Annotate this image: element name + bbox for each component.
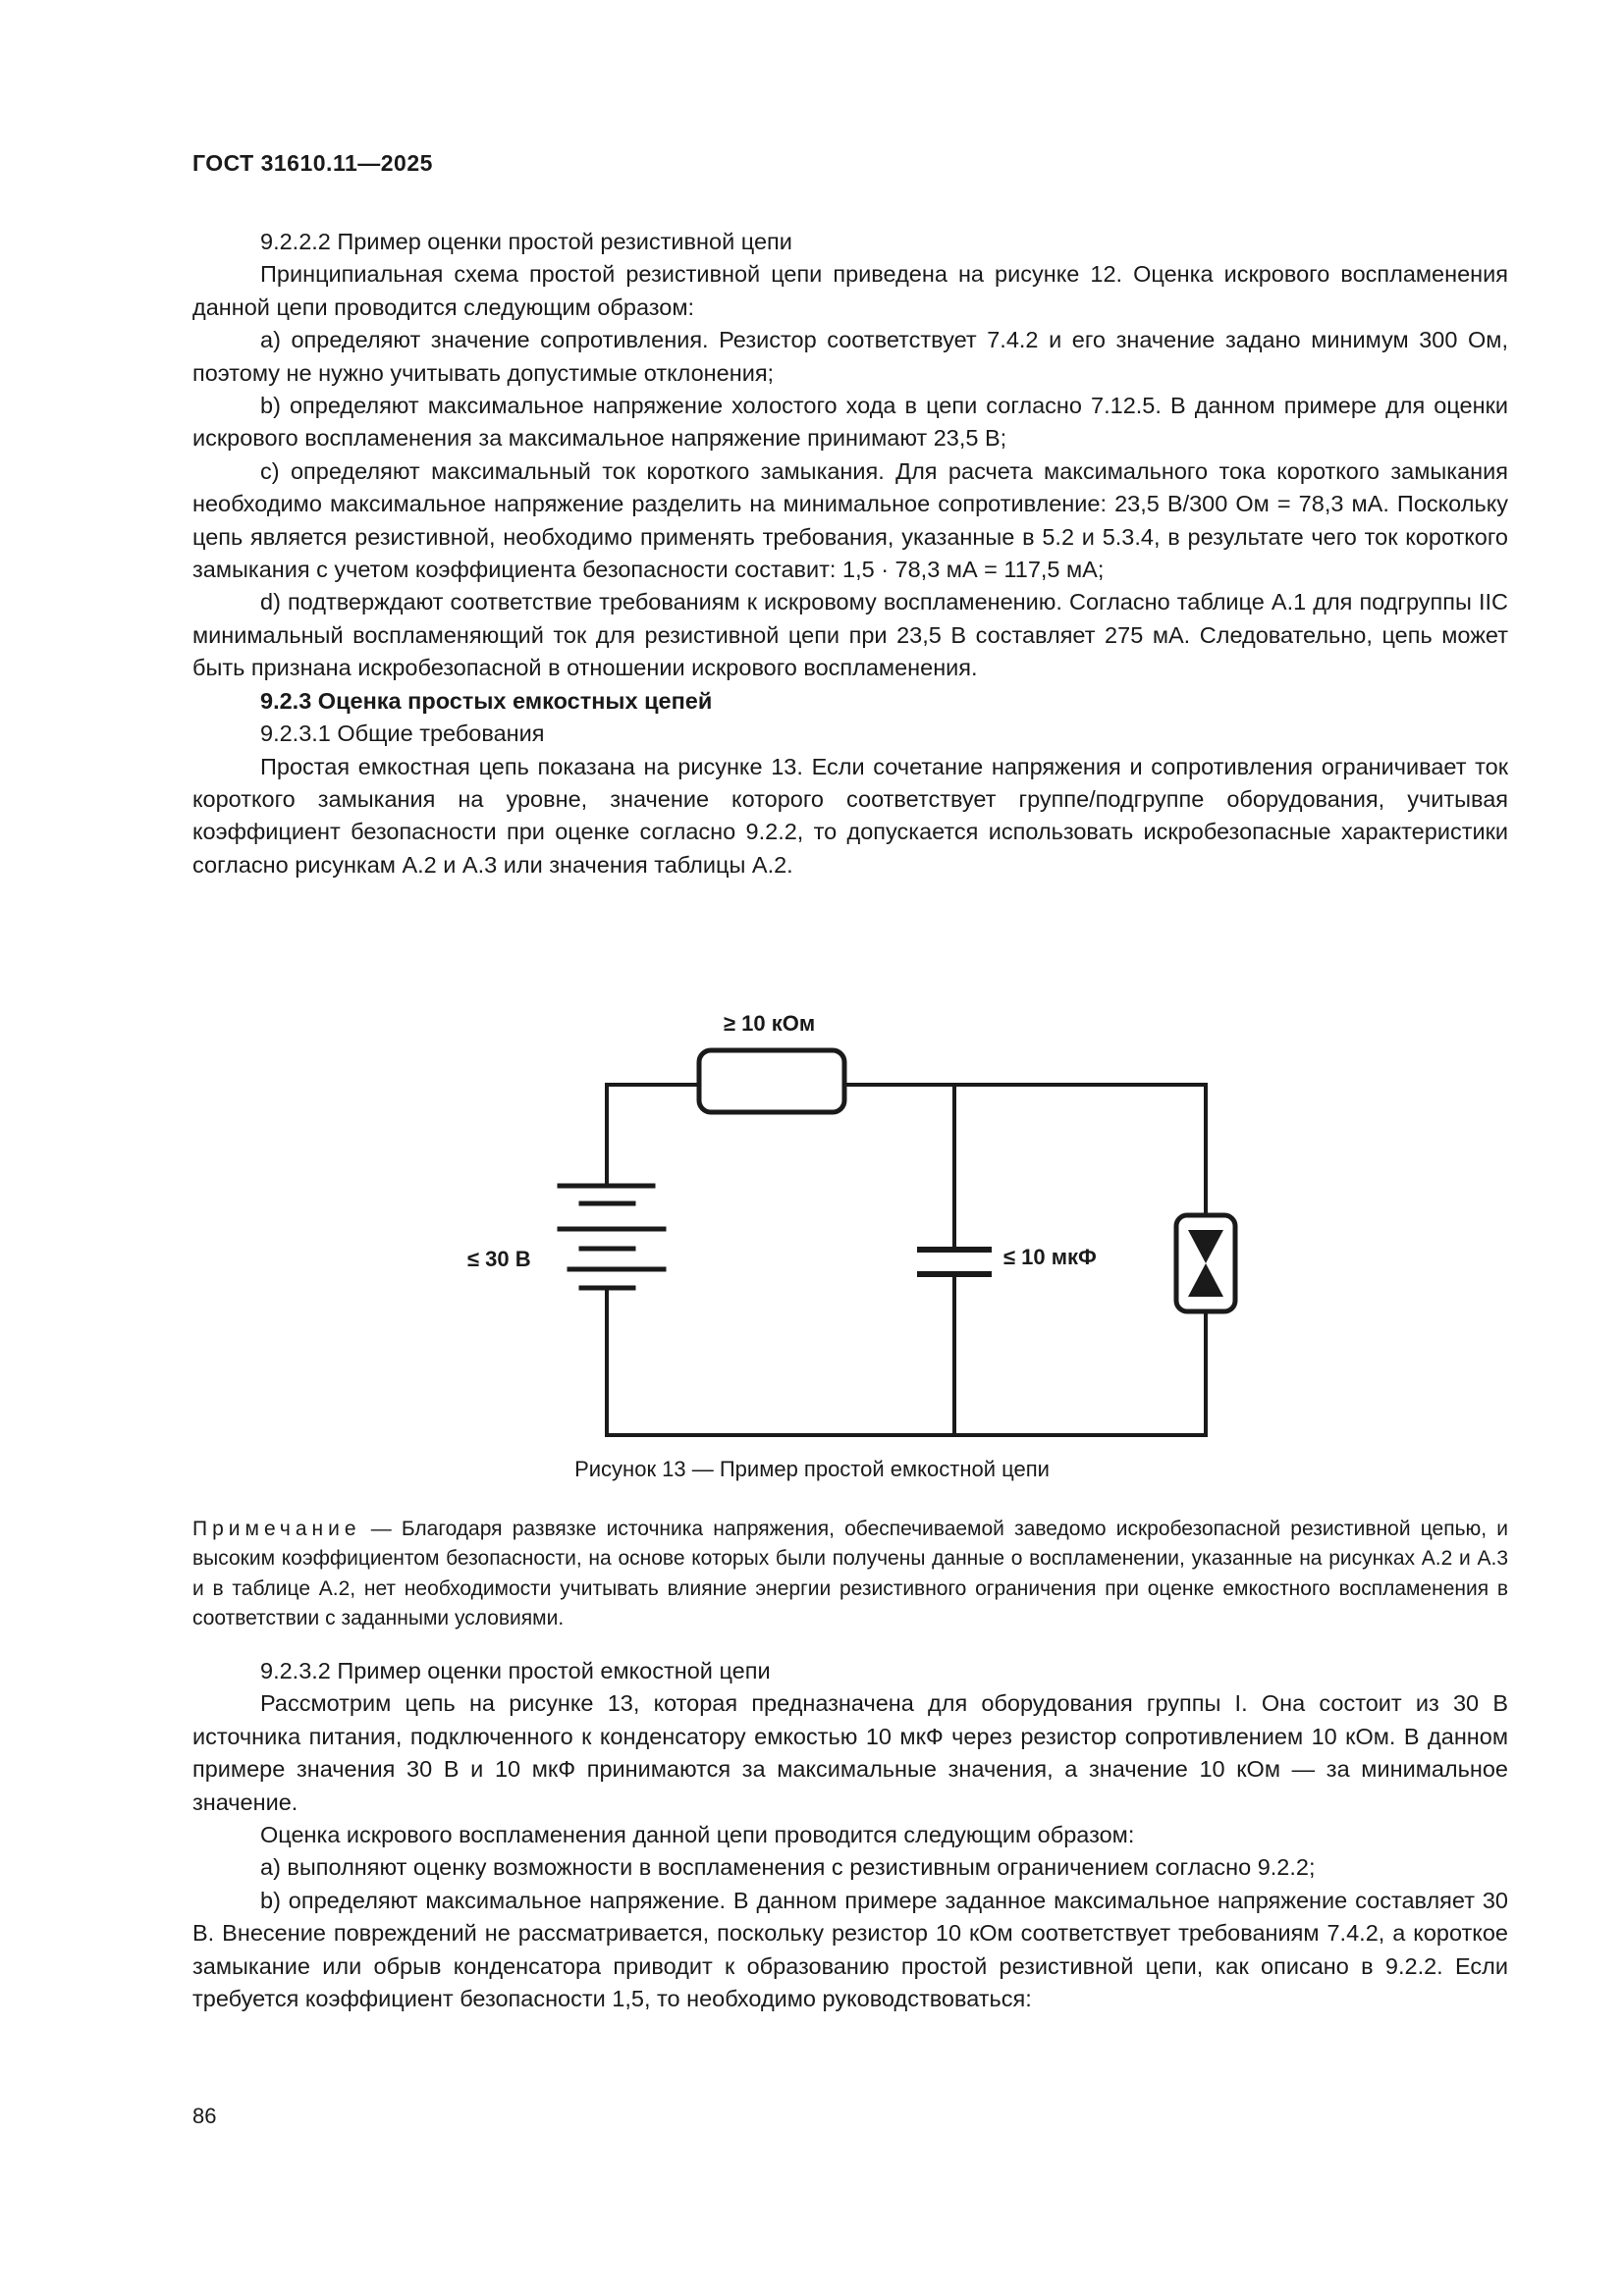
section-heading-9-2-2-2: 9.2.2.2 Пример оценки простой резистивной цепи <box>260 229 792 254</box>
note-label: Примечание <box>192 1518 361 1540</box>
document-code-header: ГОСТ 31610.11—2025 <box>192 150 433 176</box>
page-number: 86 <box>192 2104 217 2128</box>
circuit-figure <box>0 982 1624 1453</box>
list-item-a: a) выполняют оценку возможности в воспламенения с резистивным ограничением согласно 9.2.2; <box>260 1854 1316 1881</box>
resistor-symbol <box>699 1050 844 1112</box>
body-text-top <box>192 226 1508 881</box>
spark-device-symbol <box>1176 1215 1235 1311</box>
section-heading-9-2-3-1: 9.2.3.1 Общие требования <box>260 721 545 747</box>
capacitor-label: ≤ 10 мкФ <box>1003 1245 1097 1269</box>
battery-symbol <box>560 1186 664 1288</box>
section-heading-9-2-3: 9.2.3 Оценка простых емкостных цепей <box>260 687 713 714</box>
figure-caption: Рисунок 13 — Пример простой емкостной цепи <box>574 1457 1050 1481</box>
paragraph: Оценка искрового воспламенения данной цепи проводится следующим образом: <box>260 1822 1135 1848</box>
list-item-c: c) определяют максимальный ток короткого замыкания. Для расчета максимального тока короткого замыкания необходимо максимальное напряжение разделить на минимальное сопротивление: 23,5 В/300 Ом = 78,3 мА. Поскольку цепь является резистивной, необходимо применять требования, указанные в 5.2 и 5.3.4, в результате чего ток короткого замыкания с учетом коэффициента безопасности составит: 1,5 · 78,3 мА = 117,5 мА; <box>192 457 1508 583</box>
circuit-diagram <box>0 982 1624 1453</box>
paragraph: Принципиальная схема простой резистивной цепи приведена на рисунке 12. Оценка искрового воспламенения данной цепи проводится следующим образом: <box>192 261 1508 320</box>
paragraph: Рассмотрим цепь на рисунке 13, которая предназначена для оборудования группы I. Она состоит из 30 В источника питания, подключенного к конденсатору емкостью 10 мкФ через резистор сопротивлением 10 кОм. В данном примере значения 30 В и 10 мкФ принимаются за максимальные значения, а значение 10 кОм — за минимальное значение. <box>192 1690 1508 1815</box>
section-heading-9-2-3-2: 9.2.3.2 Пример оценки простой емкостной цепи <box>260 1658 771 1683</box>
paragraph: Простая емкостная цепь показана на рисунке 13. Если сочетание напряжения и сопротивления ограничивает ток короткого замыкания на уровне, значение которого соответствует группе/подгруппе оборудования, учитывая коэффициент безопасности при оценке согласно 9.2.2, то допускается использовать искробезопасные характеристики согласно рисункам А.2 и А.3 или значения таблицы А.2. <box>192 753 1508 878</box>
list-item-b: b) определяют максимальное напряжение. В данном примере заданное максимальное напряжение составляет 30 В. Внесение повреждений не рассматривается, поскольку резистор 10 кОм соответствует требованиям 7.4.2, а короткое замыкание или обрыв конденсатора приводит к образованию простой резистивной цепи, как описано в 9.2.2. Если требуется коэффициент безопасности 1,5, то необходимо руководствоваться: <box>192 1887 1508 2012</box>
body-text-bottom <box>192 1655 1508 2015</box>
list-item-d: d) подтверждают соответствие требованиям к искровому воспламенению. Согласно таблице А.1 для подгруппы IIC минимальный воспламеняющий ток для резистивной цепи при 23,5 В составляет 275 мА. Следовательно, цепь может быть признана искробезопасной в отношении искрового воспламенения. <box>192 589 1508 681</box>
note-block <box>192 1515 1508 1634</box>
capacitor-symbol <box>920 1250 989 1274</box>
list-item-a: a) определяют значение сопротивления. Резистор соответствует 7.4.2 и его значение задано минимум 300 Ом, поэтому не нужно учитывать допустимые отклонения; <box>192 327 1508 386</box>
note-text: — Благодаря развязке источника напряжения, обеспечиваемой заведомо искробезопасной резистивной цепью, и высоким коэффициентом безопасности, на основе которых были получены данные о воспламенении, указанные на рисунках А.2 и А.3 и в таблице А.2, нет необходимости учитывать влияние энергии резистивного ограничения при оценке емкостного воспламенения в соответствии с заданными условиями. <box>192 1518 1508 1630</box>
resistor-label: ≥ 10 кОм <box>724 1011 816 1036</box>
battery-label: ≤ 30 В <box>467 1247 531 1271</box>
list-item-b: b) определяют максимальное напряжение холостого хода в цепи согласно 7.12.5. В данном примере для оценки искрового воспламенения за максимальное напряжение принимают 23,5 В; <box>192 393 1508 452</box>
